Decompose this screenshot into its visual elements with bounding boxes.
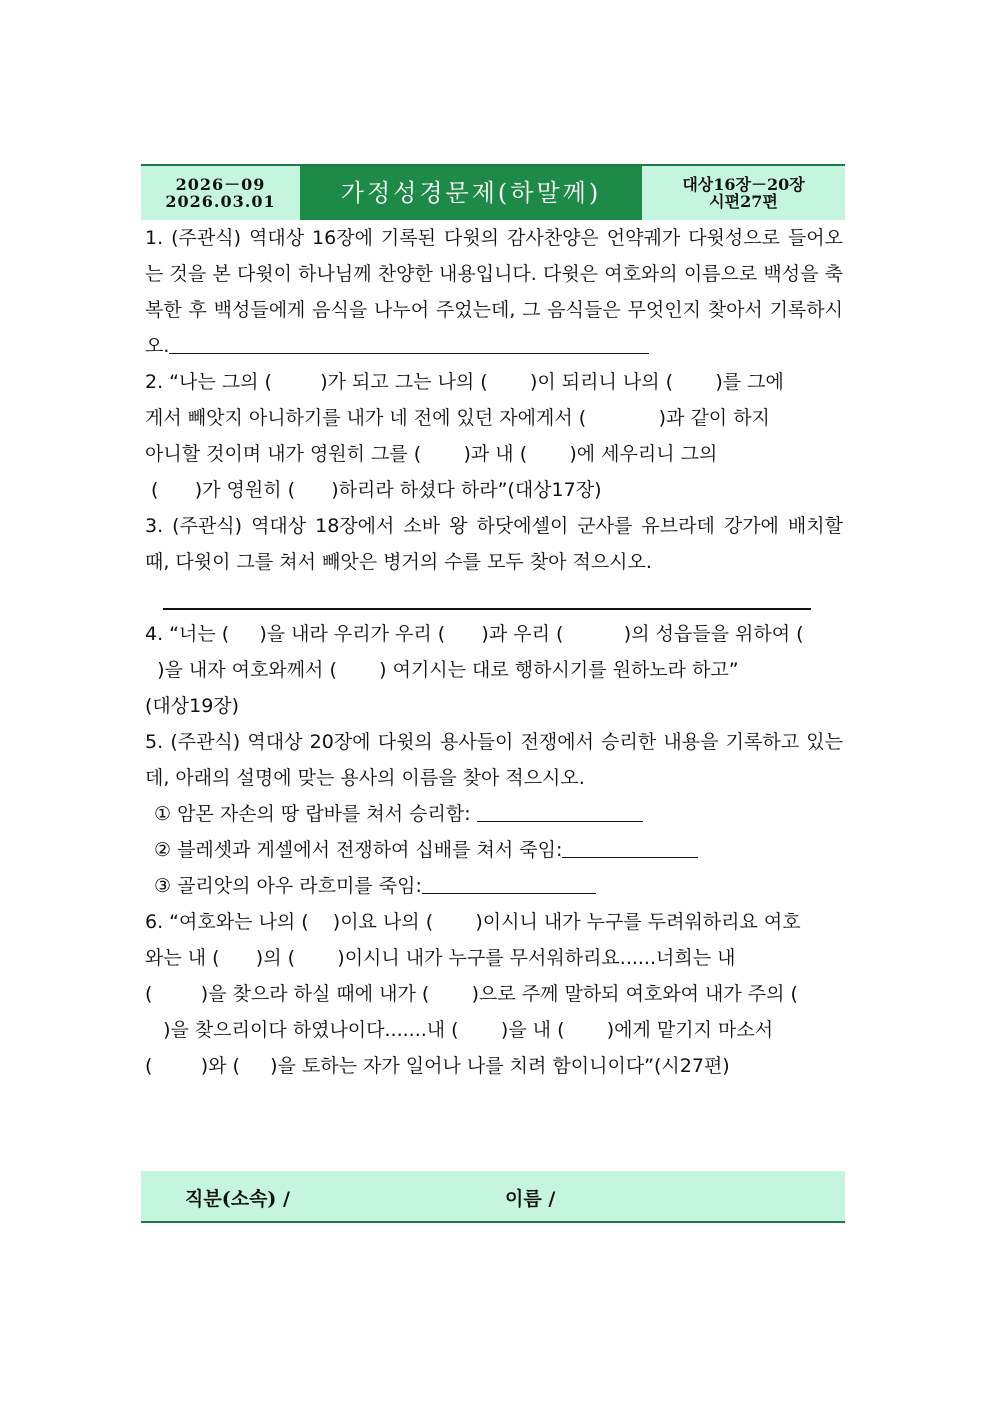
question-6-line: ( )와 ( )을 토하는 자가 일어나 나를 치려 함이니이다”(시27편) [145,1055,730,1077]
question-4 [145,616,843,724]
question-2-line: 게서 빼앗지 아니하기를 내가 네 전에 있던 자에게서 ( )과 같이 하지 [145,407,770,429]
name-label: 이름 / [505,1188,556,1210]
question-4-line: (대상19장) [145,695,240,717]
answer-line-5-1[interactable] [477,799,643,822]
header-range-line1: 대상16장－20장 [682,175,805,194]
question-1-text: 1. (주관식) 역대상 16장에 기록된 다윗의 감사찬양은 언약궤가 다윗성으로 들어오는 것을 본 다윗이 하나님께 찬양한 내용입니다. 다윗은 여호와의 이름으로 백성을 축복한 후 백성들에게 음식을 나누어 주었는데, 그 음식들은 무엇인지 찾아서 기록하시오. [145,227,843,357]
header-date-cell [141,166,300,220]
question-4-line: )을 내자 여호와께서 ( ) 여기시는 대로 행하시기를 원하노라 하고” [145,659,739,681]
header-date: 2026.03.01 [165,192,276,211]
question-6 [145,904,843,1084]
question-5-item: ② 블레셋과 게셀에서 전쟁하여 십배를 쳐서 죽임: [145,832,843,868]
header-range-cell [642,166,845,220]
question-3 [145,508,843,616]
question-6-line: 6. “여호와는 나의 ( )이요 나의 ( )이시니 내가 누구를 두려워하리요 여호 [145,911,801,933]
question-2-line: 2. “나는 그의 ( )가 되고 그는 나의 ( )이 되리니 나의 ( )를 그에 [145,371,784,393]
worksheet-header [141,164,845,220]
signature-footer [141,1171,845,1223]
header-title: 가정성경문제(하말께) [300,166,642,220]
question-5 [145,724,843,904]
question-3-text: 3. (주관식) 역대상 18장에서 소바 왕 하닷에셀이 군사를 유브라데 강가에 배치할 때, 다윗이 그를 쳐서 빼앗은 병거의 수를 모두 찾아 적으시오. [145,515,843,573]
question-5-item: ① 암몬 자손의 땅 랍바를 쳐서 승리함: [145,796,843,832]
question-6-line: 와는 내 ( )의 ( )이시니 내가 누구를 무서워하리요......너희는 내 [145,947,736,969]
question-5-text: 5. (주관식) 역대상 20장에 다윗의 용사들이 전쟁에서 승리한 내용을 기록하고 있는데, 아래의 설명에 맞는 용사의 이름을 찾아 적으시오. [145,731,843,789]
question-2 [145,364,843,508]
answer-line-1[interactable] [169,331,649,354]
question-6-line: ( )을 찾으라 하실 때에 내가 ( )으로 주께 말하되 여호와여 내가 주의 ( [145,983,798,1005]
question-1 [145,220,843,364]
position-label: 직분(소속) / [185,1188,290,1210]
question-4-line: 4. “너는 ( )을 내라 우리가 우리 ( )과 우리 ( )의 성읍들을 위하여 ( [145,623,804,645]
answer-line-5-3[interactable] [422,871,596,894]
question-list [145,220,843,1084]
question-2-line: ( )가 영원히 ( )하리라 하셨다 하라”(대상17장) [145,479,602,501]
answer-line-5-2[interactable] [562,835,698,858]
question-5-item: ③ 골리앗의 아우 라흐미를 죽임: [145,868,843,904]
header-range-line2: 시편27편 [709,192,778,211]
question-6-line: )을 찾으리이다 하였나이다.......내 ( )을 내 ( )에게 맡기지 마소서 [145,1019,774,1041]
answer-line-3[interactable] [163,608,811,610]
question-2-line: 아니할 것이며 내가 영원히 그를 ( )과 내 ( )에 세우리니 그의 [145,443,718,465]
header-code: 2026－09 [175,175,266,194]
